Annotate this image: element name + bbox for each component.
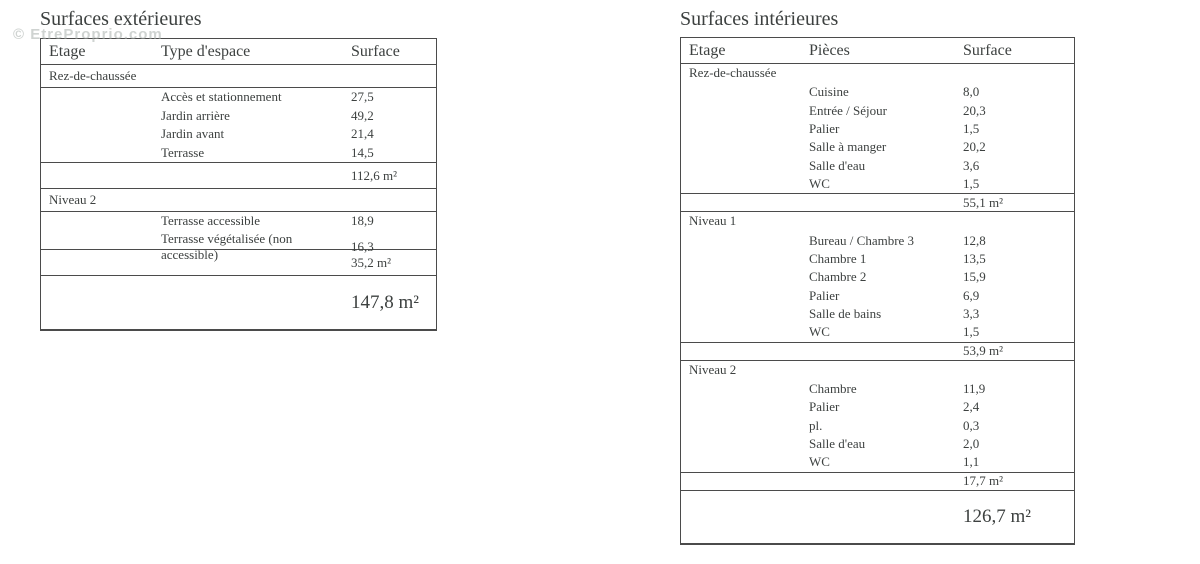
section-label: Rez-de-chaussée <box>49 68 137 83</box>
room-name: pl. <box>809 417 823 433</box>
column-header-surface: Surface <box>351 42 400 60</box>
subtotal-row <box>681 343 1074 361</box>
surface-value: 1,5 <box>963 176 980 192</box>
surface-value: 27,5 <box>351 89 374 105</box>
subtotal-value: 17,7 m² <box>963 473 1004 489</box>
space-type: Accès et stationnement <box>161 89 282 105</box>
table-row <box>681 231 1074 249</box>
subtotal-value: 35,2 m² <box>351 254 392 270</box>
section-block-niveau-1 <box>681 212 1074 342</box>
room-name: WC <box>809 176 830 192</box>
site-watermark: © EtreProprio.com <box>13 26 163 43</box>
space-type: Jardin arrière <box>161 107 230 123</box>
table-row <box>681 101 1074 119</box>
subtotal-value: 53,9 m² <box>963 343 1004 359</box>
interior-table <box>680 37 1075 545</box>
space-type: Terrasse végétalisée (non accessible) <box>161 230 293 262</box>
section-label: Rez-de-chaussée <box>689 65 777 80</box>
table-row <box>681 175 1074 193</box>
table-row <box>681 287 1074 305</box>
surface-value: 11,9 <box>963 380 986 396</box>
room-name: Chambre 1 <box>809 250 867 266</box>
room-name: Chambre <box>809 380 857 396</box>
total-surface-value: 126,7 m² <box>963 505 1031 527</box>
table-row <box>681 120 1074 138</box>
column-header-surface: Surface <box>963 41 1012 59</box>
table-row <box>681 305 1074 323</box>
column-header-etage: Etage <box>689 41 726 59</box>
table-row <box>681 416 1074 434</box>
section-row-rez-de-chaussee <box>681 64 1074 83</box>
surface-value: 1,5 <box>963 324 980 340</box>
space-type: Jardin avant <box>161 126 225 142</box>
exterior-surfaces-panel <box>40 8 437 331</box>
table-row <box>681 435 1074 453</box>
room-name: Chambre 2 <box>809 269 867 285</box>
total-surface-value: 147,8 m² <box>351 291 419 313</box>
surface-value: 12,8 <box>963 232 986 248</box>
surface-value: 2,0 <box>963 436 980 452</box>
room-name: Cuisine <box>809 84 849 100</box>
room-name: WC <box>809 324 830 340</box>
total-row <box>681 491 1074 543</box>
room-name: Palier <box>809 287 840 303</box>
table-row <box>681 380 1074 398</box>
exterior-table <box>40 38 437 331</box>
surface-value: 16,3 <box>351 238 374 254</box>
section-rows-group <box>41 88 436 163</box>
interior-header-row <box>681 38 1074 64</box>
table-row <box>41 144 436 163</box>
section-row-rez-de-chaussee <box>41 65 436 88</box>
total-row <box>41 276 436 329</box>
surface-value: 1,5 <box>963 120 980 136</box>
surface-value: 3,3 <box>963 306 980 322</box>
surface-value: 20,2 <box>963 139 986 155</box>
section-row-niveau-1 <box>681 212 1074 231</box>
surface-value: 20,3 <box>963 102 986 118</box>
surface-value: 49,2 <box>351 107 374 123</box>
table-row <box>681 453 1074 471</box>
surface-value: 15,9 <box>963 269 986 285</box>
surface-value: 6,9 <box>963 287 980 303</box>
space-type: Terrasse accessible <box>161 213 261 229</box>
interior-surfaces-panel <box>680 8 1075 545</box>
subtotal-value: 55,1 m² <box>963 194 1004 210</box>
surface-value: 13,5 <box>963 250 986 266</box>
room-name: Palier <box>809 120 840 136</box>
column-header-type-espace: Type d'espace <box>161 42 251 60</box>
table-row <box>681 250 1074 268</box>
subtotal-value: 112,6 m² <box>351 167 398 183</box>
room-name: Salle d'eau <box>809 436 866 452</box>
surface-value: 18,9 <box>351 213 374 229</box>
table-row <box>41 107 436 126</box>
surface-value: 2,4 <box>963 399 980 415</box>
surface-value: 1,1 <box>963 454 980 470</box>
table-row <box>681 268 1074 286</box>
section-label: Niveau 2 <box>49 192 97 207</box>
room-name: Entrée / Séjour <box>809 102 887 118</box>
surface-value: 0,3 <box>963 417 980 433</box>
space-type: Terrasse <box>161 144 205 160</box>
section-block-rez-de-chaussee <box>681 64 1074 194</box>
table-row <box>41 212 436 231</box>
room-name: Salle de bains <box>809 306 882 322</box>
table-row <box>41 125 436 144</box>
column-header-etage: Etage <box>49 42 86 60</box>
table-row <box>681 83 1074 101</box>
room-name: Bureau / Chambre 3 <box>809 232 915 248</box>
interior-table-title: Surfaces intérieures <box>680 8 839 30</box>
room-name: Palier <box>809 399 840 415</box>
section-label: Niveau 2 <box>689 361 737 377</box>
room-name: Salle à manger <box>809 139 887 155</box>
section-row-niveau-2 <box>681 361 1074 380</box>
surface-value: 21,4 <box>351 126 374 142</box>
surface-value: 14,5 <box>351 144 374 160</box>
subtotal-row <box>681 194 1074 212</box>
section-row-niveau-2 <box>41 189 436 212</box>
table-row <box>681 138 1074 156</box>
room-name: Salle d'eau <box>809 157 866 173</box>
surface-value: 3,6 <box>963 157 980 173</box>
column-header-pieces: Pièces <box>809 41 850 59</box>
table-row <box>681 398 1074 416</box>
section-block-niveau-2 <box>681 361 1074 473</box>
table-row <box>681 157 1074 175</box>
room-name: WC <box>809 454 830 470</box>
subtotal-row <box>41 163 436 189</box>
exterior-table-title: Surfaces extérieures <box>40 8 202 30</box>
subtotal-row <box>681 473 1074 491</box>
table-row <box>681 323 1074 341</box>
section-label: Niveau 1 <box>689 213 737 229</box>
surface-value: 8,0 <box>963 84 980 100</box>
table-row <box>41 88 436 107</box>
